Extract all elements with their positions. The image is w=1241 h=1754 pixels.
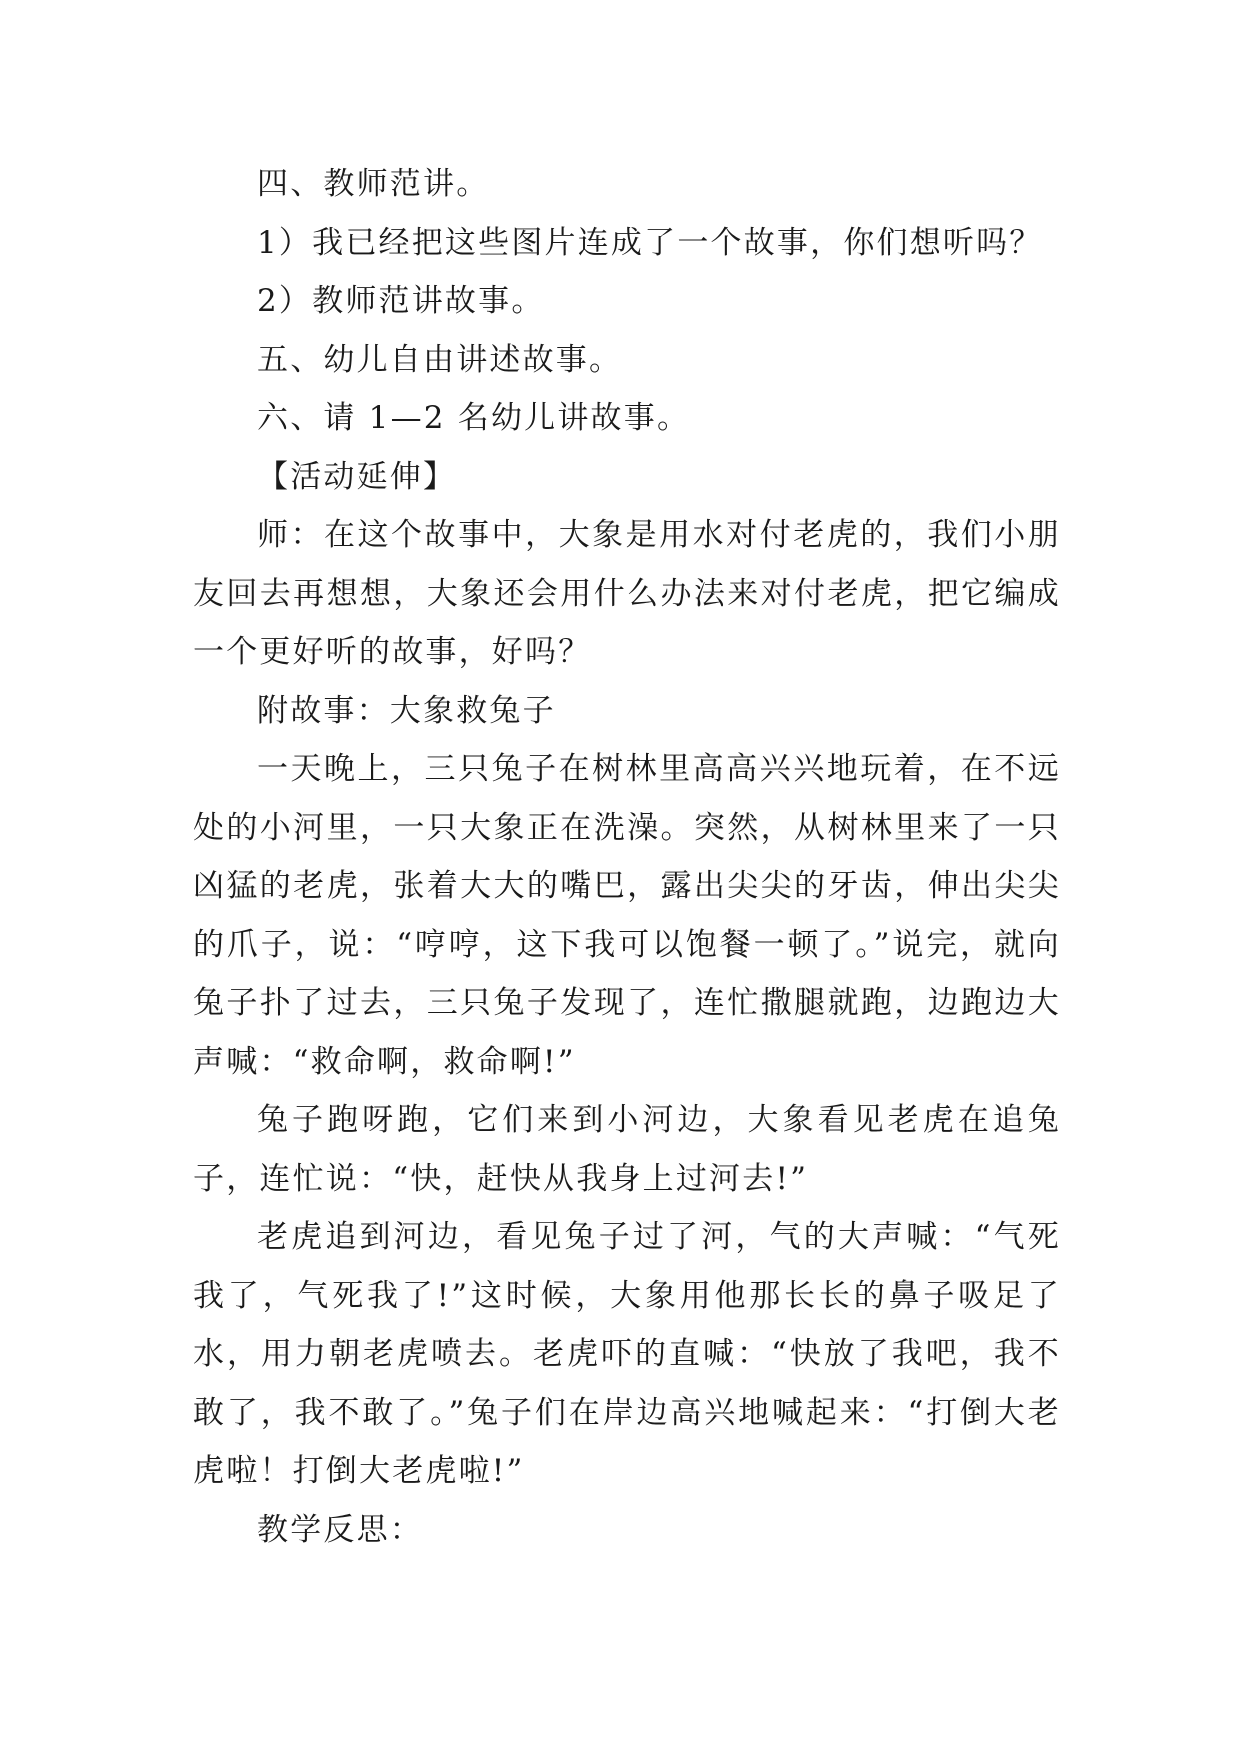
story-title: 附故事：大象救兔子	[257, 692, 556, 729]
section-heading-teacher-demo: 四、教师范讲。	[257, 166, 490, 202]
story-paragraph-1: 一天晚上，三只兔子在树林里高高兴兴地玩着，在不远处的小河里，一只大象正在洗澡。突然，从树林里来了一只凶猛的老虎，张着大大的嘴巴，露出尖尖的牙齿，伸出尖尖的爪子，说：“哼哼，这下我可以饱餐一顿了。”说完，就向兔子扑了过去，三只兔子发现了，连忙撒腿就跑，边跑边大声喊：“救命啊，救命啊!”	[193, 751, 1061, 1080]
section-heading-reflection: 教学反思：	[257, 1511, 423, 1548]
section-heading-extension: 【活动延伸】	[257, 458, 457, 495]
section-heading-children-tell: 六、请 1—2 名幼儿讲故事。	[257, 400, 691, 436]
story-paragraph-2: 兔子跑呀跑，它们来到小河边，大象看见老虎在追兔子，连忙说：“快，赶快从我身上过河去!”	[193, 1102, 1061, 1197]
section-heading-free-telling: 五、幼儿自由讲述故事。	[257, 341, 623, 378]
document-body	[193, 155, 1061, 1559]
step-item-2: 2）教师范讲故事。	[257, 283, 545, 319]
story-paragraph-3: 老虎追到河边，看见兔子过了河，气的大声喊：“气死我了，气死我了!”这时候，大象用他那长长的鼻子吸足了水，用力朝老虎喷去。老虎吓的直喊：“快放了我吧，我不敢了，我不敢了。”兔子们在岸边高兴地喊起来：“打倒大老虎啦！打倒大老虎啦!”	[193, 1219, 1061, 1489]
step-item-1: 1）我已经把这些图片连成了一个故事，你们想听吗？	[257, 224, 1043, 261]
extension-paragraph: 师：在这个故事中，大象是用水对付老虎的，我们小朋友回去再想想，大象还会用什么办法来对付老虎，把它编成一个更好听的故事，好吗？	[193, 517, 1061, 670]
